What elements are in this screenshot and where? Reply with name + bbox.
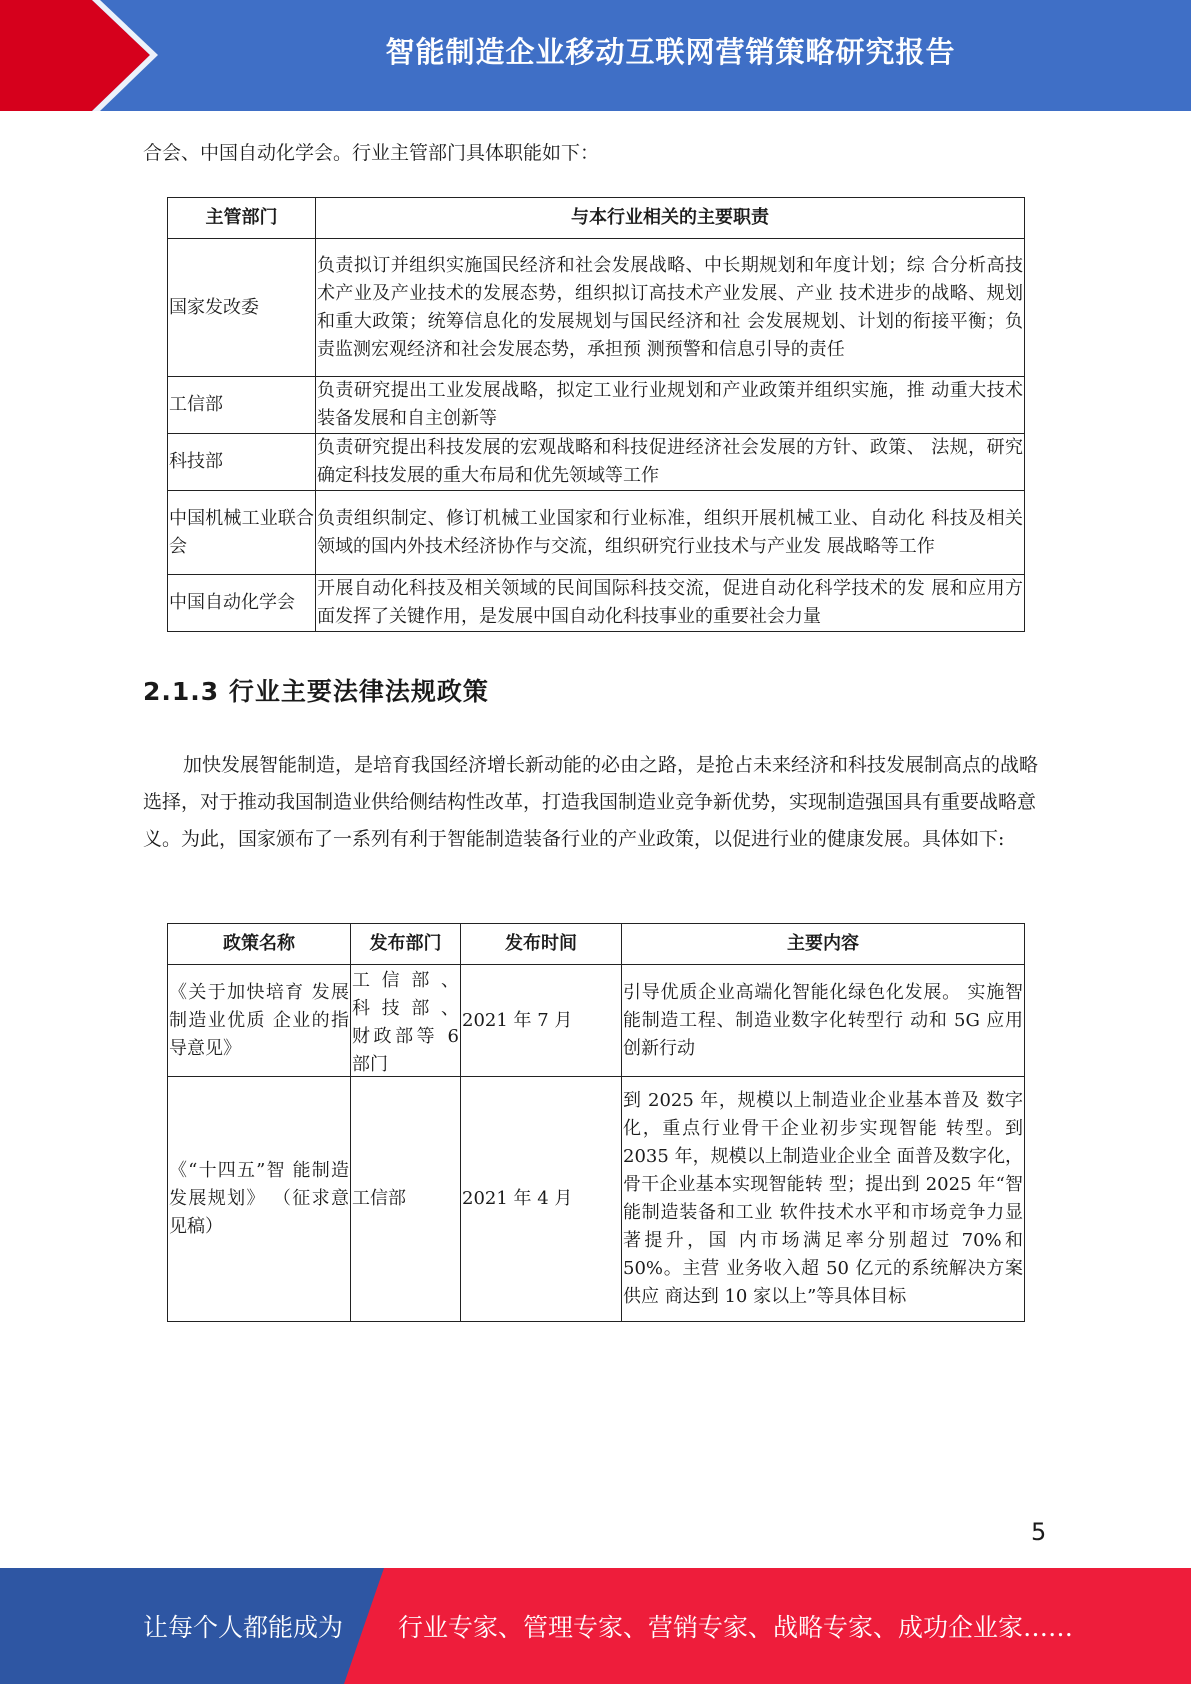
column-header: 主要内容: [622, 924, 1025, 965]
column-header: 发布部门: [351, 924, 461, 965]
duty-cell: 负责拟订并组织实施国民经济和社会发展战略、中长期规划和年度计划；综 合分析高技术产业及产业技术的发展态势，组织拟订高技术产业发展、产业 技术进步的战略、规划和重大政策；统筹信息化的发展规划与国民经济和社 会发展规划、计划的衔接平衡；负责监测宏观经济和社会发展态势，承担预 测预警和信息引导的责任: [316, 239, 1025, 377]
duty-cell: 负责组织制定、修订机械工业国家和行业标准，组织开展机械工业、自动化 科技及相关领域的国内外技术经济协作与交流，组织研究行业技术与产业发 展战略等工作: [316, 491, 1025, 575]
page-header: [0, 0, 1191, 111]
policy-name-cell: 《关于加快培育 发展制造业优质 企业的指导意见》: [168, 965, 351, 1077]
header-title: 智能制造企业移动互联网营销策略研究报告: [385, 34, 956, 69]
authorities-table: [167, 197, 1025, 632]
table-header-row: [168, 924, 1025, 965]
department-cell: 中国自动化学会: [168, 575, 316, 632]
issuer-text: 工 信 部 、 科 技 部 、 财政部等 6 部门: [352, 969, 459, 1075]
duty-cell: 负责研究提出工业发展战略，拟定工业行业规划和产业政策并组织实施，推 动重大技术装备发展和自主创新等: [316, 377, 1025, 434]
table-header-row: [168, 198, 1025, 239]
table-row: [168, 1077, 1025, 1322]
department-cell: 工信部: [168, 377, 316, 434]
duty-cell: 开展自动化科技及相关领域的民间国际科技交流，促进自动化科学技术的发 展和应用方面发挥了关键作用，是发展中国自动化科技事业的重要社会力量: [316, 575, 1025, 632]
column-header: 与本行业相关的主要职责: [316, 198, 1025, 239]
issuer-cell: 工信部: [351, 1077, 461, 1322]
table-row: [168, 377, 1025, 434]
date-cell: 2021 年 7 月: [461, 965, 622, 1077]
department-cell: 国家发改委: [168, 239, 316, 377]
column-header: 主管部门: [168, 198, 316, 239]
content-cell: 到 2025 年，规模以上制造业企业基本普及 数字化，重点行业骨干企业初步实现智能 转型。到 2035 年，规模以上制造业企业全 面普及数字化，骨干企业基本实现智能转 型；提出到 2025 年“智能制造装备和工业 软件技术水平和市场竞争力显著提升，国 内市场满足率分别超过 70%和 50%。主营 业务收入超 50 亿元的系统解决方案供应 商达到 10 家以上”等具体目标: [622, 1077, 1025, 1322]
body-paragraph: 加快发展智能制造，是培育我国经济增长新动能的必由之路，是抢占未来经济和科技发展制高点的战略选择，对于推动我国制造业供给侧结构性改革，打造我国制造业竞争新优势，实现制造强国具有重要战略意义。为此，国家颁布了一系列有利于智能制造装备行业的产业政策，以促进行业的健康发展。具体如下:: [143, 754, 1039, 850]
policy-name-cell: 《“十四五”智 能制造发展规划》 （征求意见稿）: [168, 1077, 351, 1322]
table-row: [168, 575, 1025, 632]
footer-slogan-left: 让每个人都能成为: [143, 1613, 344, 1642]
department-cell: 科技部: [168, 434, 316, 491]
policy-table: [167, 923, 1025, 1322]
issuer-cell: [351, 965, 461, 1077]
table-row: [168, 434, 1025, 491]
page-footer: [0, 1568, 1191, 1684]
section-heading: 2.1.3 行业主要法律法规政策: [143, 677, 489, 706]
department-cell: 中国机械工业联合会: [168, 491, 316, 575]
column-header: 发布时间: [461, 924, 622, 965]
duty-cell: 负责研究提出科技发展的宏观战略和科技促进经济社会发展的方针、政策、 法规，研究确定科技发展的重大布局和优先领域等工作: [316, 434, 1025, 491]
table-row: [168, 965, 1025, 1077]
intro-text: 合会、中国自动化学会。行业主管部门具体职能如下：: [143, 142, 600, 164]
column-header: 政策名称: [168, 924, 351, 965]
footer-slogan-right: 行业专家、管理专家、营销专家、战略专家、成功企业家……: [398, 1613, 1074, 1642]
page-number: 5: [1031, 1518, 1047, 1546]
table-row: [168, 491, 1025, 575]
date-cell: 2021 年 4 月: [461, 1077, 622, 1322]
table-row: [168, 239, 1025, 377]
content-cell: 引导优质企业高端化智能化绿色化发展。 实施智能制造工程、制造业数字化转型行 动和 5G 应用创新行动: [622, 965, 1025, 1077]
